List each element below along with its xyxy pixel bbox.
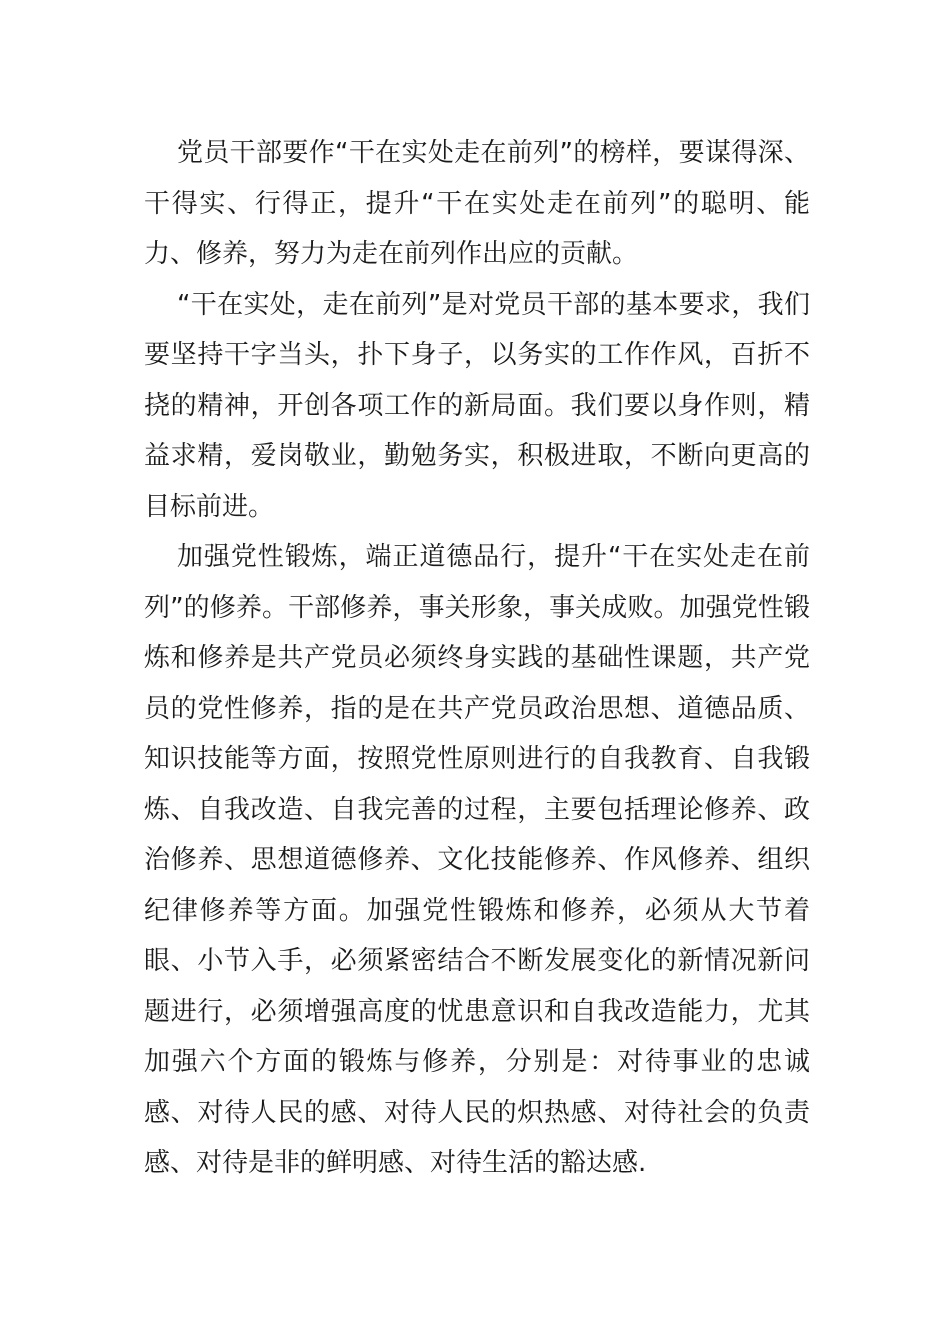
document-body (144, 128, 810, 1189)
paragraph-2: “干在实处，走在前列”是对党员干部的基本要求，我们要坚持干字当头，扑下身子，以务实的工作作风，百折不挠的精神，开创各项工作的新局面。我们要以身作则，精益求精，爱岗敬业，勤勉务实，积极进取，不断向更高的目标前进。 (144, 289, 810, 522)
paragraph-3: 加强党性锻炼，端正道德品行，提升“干在实处走在前列”的修养。干部修养，事关形象，事关成败。加强党性锻炼和修养是共产党员必须终身实践的基础性课题，共产党员的党性修养，指的是在共产党员政治思想、道德品质、知识技能等方面，按照党性原则进行的自我教育、自我锻炼、自我改造、自我完善的过程，主要包括理论修养、政治修养、思想道德修养、文化技能修养、作风修养、组织纪律修养等方面。加强党性锻炼和修养，必须从大节着眼、小节入手，必须紧密结合不断发展变化的新情况新问题进行，必须增强高度的忧患意识和自我改造能力，尤其加强六个方面的锻炼与修养，分别是：对待事业的忠诚感、对待人民的感、对待人民的炽热感、对待社会的负责感、对待是非的鲜明感、对待生活的豁达感. (144, 542, 810, 1178)
paragraph-1: 党员干部要作“干在实处走在前列”的榜样，要谋得深、干得实、行得正，提升“干在实处走在前列”的聪明、能力、修养，努力为走在前列作出应的贡献。 (144, 138, 810, 269)
